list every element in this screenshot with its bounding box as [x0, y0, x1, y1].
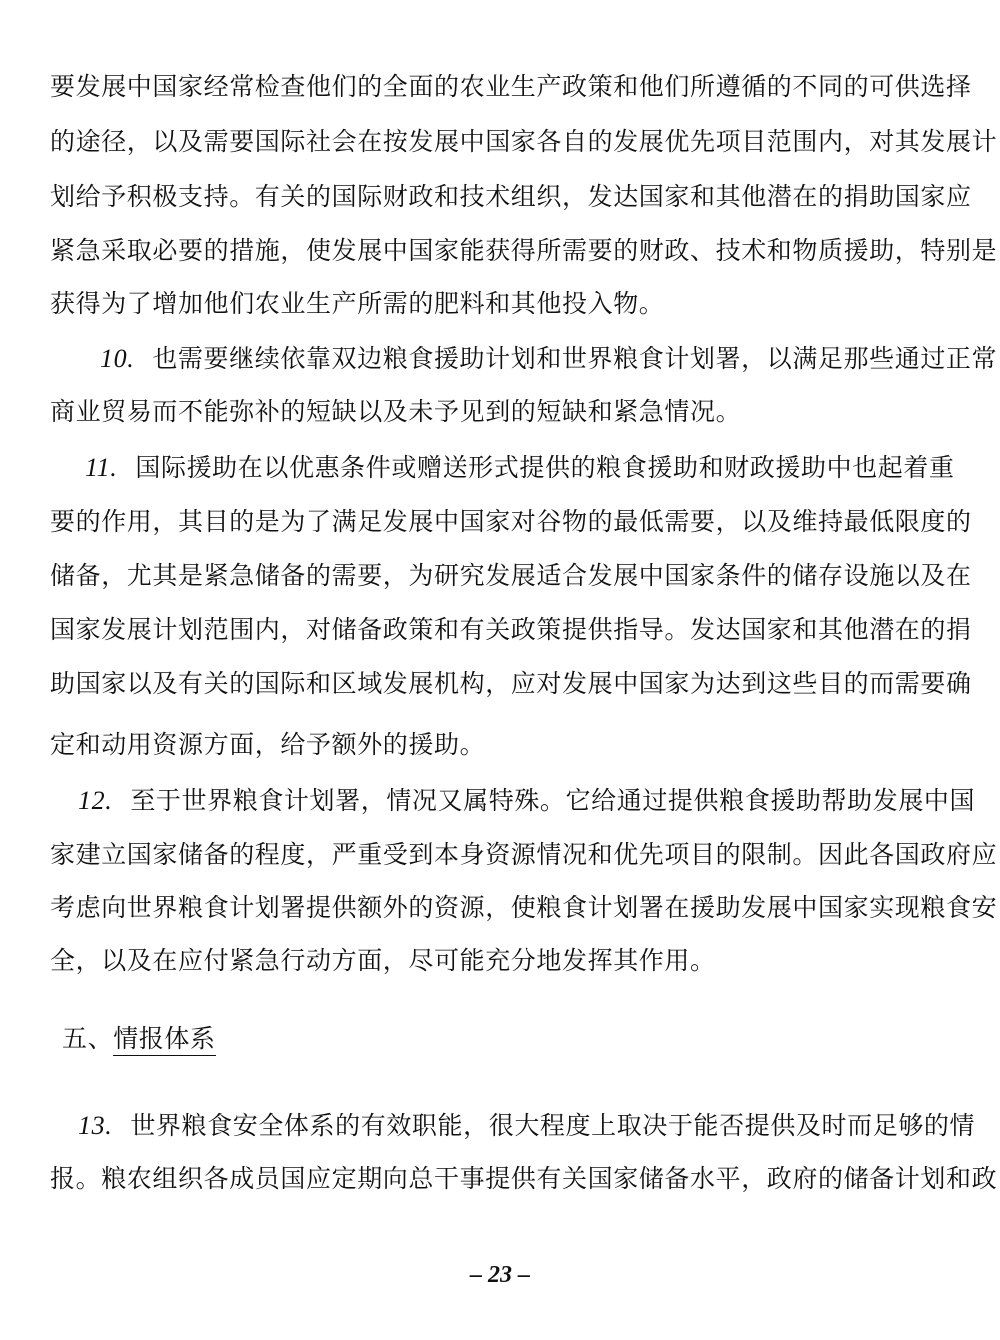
section-number: 五、 — [62, 1024, 114, 1053]
section-heading — [62, 1024, 216, 1054]
text-line: 考虑向世界粮食计划署提供额外的资源，使粮食计划署在援助发展中国家实现粮食安 — [50, 893, 998, 922]
text-line: 要发展中国家经常检查他们的全面的农业生产政策和他们所遵循的不同的可供选择 — [50, 72, 972, 101]
paragraph-13-first-line — [78, 1111, 976, 1141]
text-line: 商业贸易而不能弥补的短缺以及未予见到的短缺和紧急情况。 — [50, 397, 742, 426]
page-number: – 23 – — [470, 1262, 530, 1288]
paragraph-number: 10. — [100, 344, 135, 373]
paragraph-number: 13. — [78, 1111, 113, 1140]
text-line: 国际援助在以优惠条件或赠送形式提供的粮食援助和财政援助中也起着重 — [135, 453, 955, 482]
text-line: 全，以及在应付紧急行动方面，尽可能充分地发挥其作用。 — [50, 946, 716, 975]
text-line: 获得为了增加他们农业生产所需的肥料和其他投入物。 — [50, 289, 665, 318]
text-line: 储备，尤其是紧急储备的需要，为研究发展适合发展中国家条件的储存设施以及在 — [50, 561, 972, 590]
text-line: 紧急采取必要的措施，使发展中国家能获得所需要的财政、技术和物质援助，特别是 — [50, 236, 998, 265]
text-line: 家建立国家储备的程度，严重受到本身资源情况和优先项目的限制。因此各国政府应 — [50, 840, 998, 869]
paragraph-number: 11. — [85, 453, 118, 482]
text-line: 助国家以及有关的国际和区域发展机构，应对发展中国家为达到这些目的而需要确 — [50, 669, 972, 698]
text-line: 至于世界粮食计划署，情况又属特殊。它给通过提供粮食援助帮助发展中国 — [130, 786, 976, 815]
section-title: 情报体系 — [113, 1024, 215, 1056]
text-line: 国家发展计划范围内，对储备政策和有关政策提供指导。发达国家和其他潜在的捐 — [50, 615, 972, 644]
paragraph-12-first-line — [78, 786, 976, 816]
paragraph-11-first-line — [85, 453, 955, 483]
paragraph-number: 12. — [78, 786, 113, 815]
text-line: 划给予积极支持。有关的国际财政和技术组织，发达国家和其他潜在的捐助国家应 — [50, 182, 972, 211]
text-line: 的途径，以及需要国际社会在按发展中国家各自的发展优先项目范围内，对其发展计 — [50, 127, 998, 156]
text-line: 要的作用，其目的是为了满足发展中国家对谷物的最低需要，以及维持最低限度的 — [50, 507, 972, 536]
text-line: 世界粮食安全体系的有效职能，很大程度上取决于能否提供及时而足够的情 — [130, 1111, 976, 1140]
text-line: 也需要继续依靠双边粮食援助计划和世界粮食计划署，以满足那些通过正常 — [152, 344, 998, 373]
paragraph-10-first-line — [100, 344, 998, 374]
text-line: 定和动用资源方面，给予额外的援助。 — [50, 730, 486, 759]
text-line: 报。粮农组织各成员国应定期向总干事提供有关国家储备水平，政府的储备计划和政 — [50, 1164, 998, 1193]
